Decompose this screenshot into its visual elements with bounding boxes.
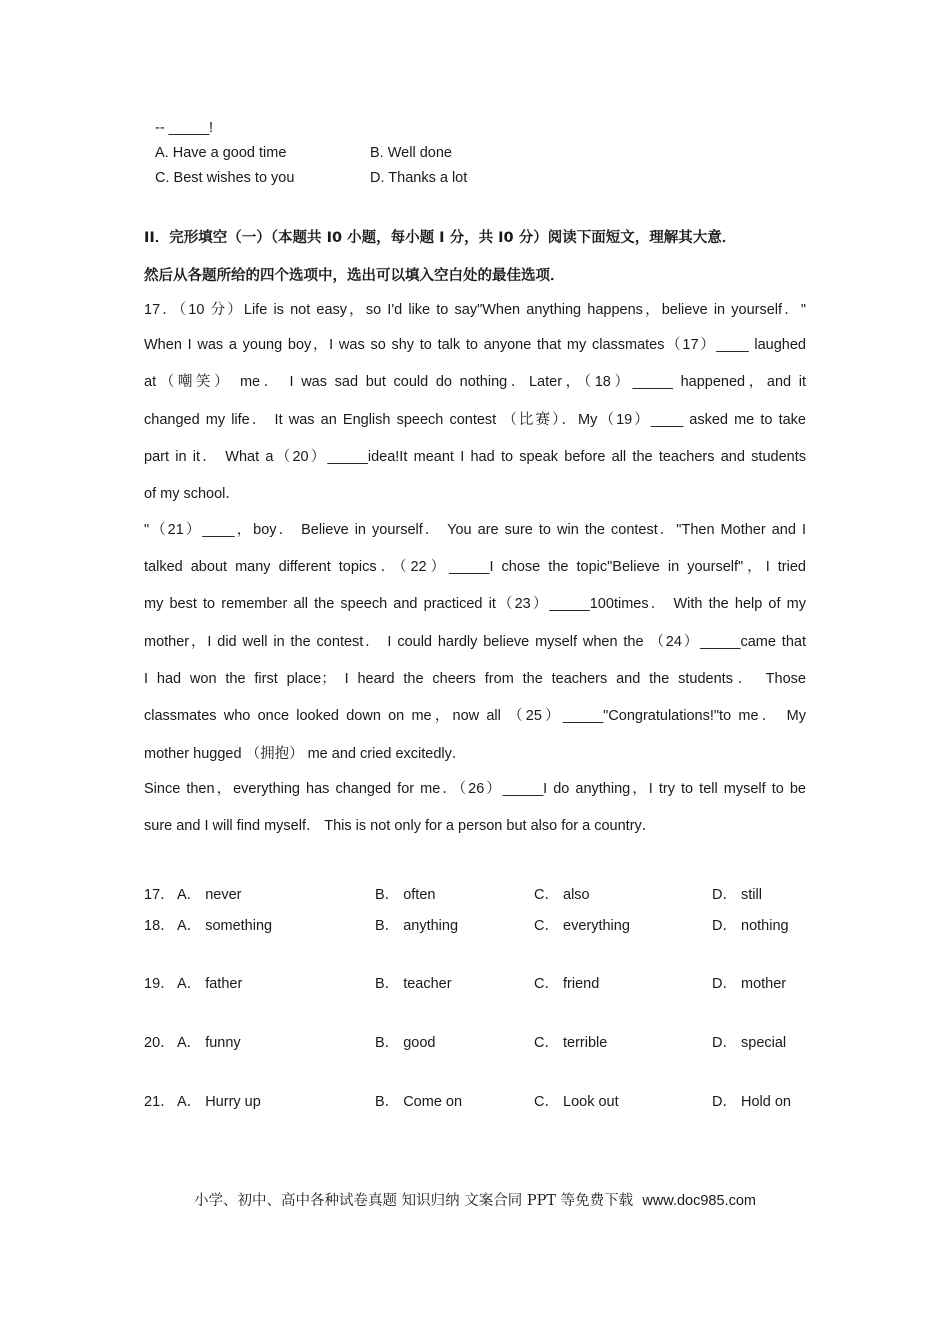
passage-line: sure and I will find myself． This is not only for a person but also for a country． <box>144 818 657 834</box>
passage-line: at（嘲笑） me． I was sad but could do nothing．Later，（18）_____ happened，and it <box>144 374 806 390</box>
passage-line: I had won the first place； I heard the cheers from the teachers and the students． Those <box>144 671 806 687</box>
footer-text: 小学、初中、高中各种试卷真题 知识归纳 文案合同 PPT 等免费下载 <box>194 1193 634 1209</box>
option-a: A. Have a good time <box>155 145 287 161</box>
choice-c: C． everything <box>534 918 630 934</box>
choice-c: C． Look out <box>534 1094 619 1110</box>
choice-b: B． good <box>375 1035 436 1051</box>
passage-line: my best to remember all the speech and practiced it（23）_____100times． With the help of my <box>144 596 806 612</box>
passage-line: 17．（10 分）Life is not easy，so I'd like to say"When anything happens，believe in yourself．" <box>144 302 806 318</box>
passage-line: classmates who once looked down on me，now all （25）_____"Congratulations!"to me． My <box>144 708 806 724</box>
passage-line: mother，I did well in the contest． I could hardly believe myself when the （24）_____came that <box>144 634 806 650</box>
passage-line: changed my life． It was an English speech contest （比赛）．My（19）____ asked me to take <box>144 412 806 428</box>
answer-blank-line: -- _____! <box>155 120 214 136</box>
section-heading-line2: 然后从各题所给的四个选项中，选出可以填入空白处的最佳选项． <box>144 268 565 284</box>
choice-a: A． funny <box>177 1035 241 1051</box>
question-number: 21． <box>144 1094 175 1110</box>
option-c: C. Best wishes to you <box>155 170 295 186</box>
passage-line: "（21）____，boy． Believe in yourself． You are sure to win the contest．"Then Mother and I <box>144 522 806 538</box>
passage-line: When I was a young boy，I was so shy to talk to anyone that my classmates（17）____ laughed <box>144 337 806 353</box>
choice-d: D． nothing <box>712 918 789 934</box>
choice-d: D． Hold on <box>712 1094 791 1110</box>
choice-d: D． still <box>712 887 762 903</box>
question-number: 17． <box>144 887 175 903</box>
passage-line: Since then，everything has changed for me．（26）_____I do anything，I try to tell myself to be <box>144 781 806 797</box>
choice-c: C． terrible <box>534 1035 608 1051</box>
choice-b: B． teacher <box>375 976 452 992</box>
choice-b: B． Come on <box>375 1094 463 1110</box>
choice-c: C． friend <box>534 976 600 992</box>
option-b: B. Well done <box>370 145 452 161</box>
question-number: 18． <box>144 918 175 934</box>
question-number: 20． <box>144 1035 175 1051</box>
choice-d: D． mother <box>712 976 787 992</box>
page-footer <box>0 1191 950 1211</box>
choice-a: A． never <box>177 887 242 903</box>
passage-line: of my school． <box>144 486 240 502</box>
passage-line: mother hugged （拥抱） me and cried excitedly． <box>144 746 467 762</box>
choice-d: D． special <box>712 1035 787 1051</box>
footer-url[interactable]: www.doc985.com <box>642 1193 756 1209</box>
choice-a: A． Hurry up <box>177 1094 261 1110</box>
passage-line: part in it． What a（20）_____idea!It meant I had to speak before all the teachers and students <box>144 449 806 465</box>
choice-a: A． father <box>177 976 243 992</box>
passage-line: talked about many different topics．（22）_____I chose the topic"Believe in yourself"，I tried <box>144 559 806 575</box>
choice-a: A． something <box>177 918 273 934</box>
choice-c: C． also <box>534 887 590 903</box>
option-d: D. Thanks a lot <box>370 170 468 186</box>
section-heading-line1: II．完形填空（一）（本题共 I0 小题，每小题 I 分，共 I0 分）阅读下面短文，理解其大意． <box>144 230 737 246</box>
choice-b: B． anything <box>375 918 459 934</box>
choice-b: B． often <box>375 887 436 903</box>
question-number: 19． <box>144 976 175 992</box>
